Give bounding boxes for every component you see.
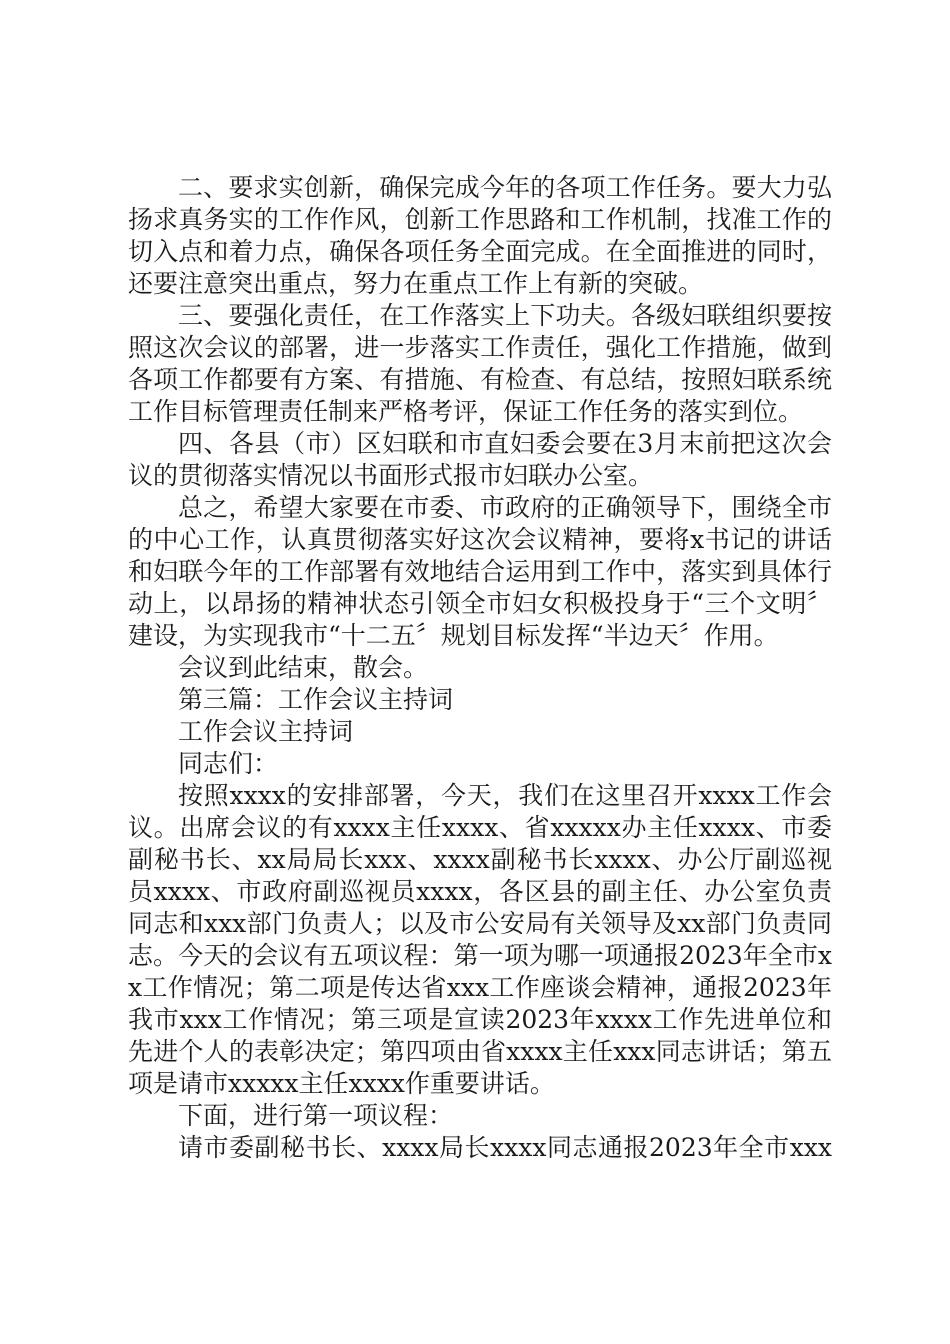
paragraph-conclusion: 总之，希望大家要在市委、市政府的正确领导下，围绕全市的中心工作，认真贯彻落实好这次会议精神，要将x书记的讲话和妇联今年的工作部署有效地结合运用到工作中，落实到具体行动上，以昂扬的精神状态引领全市妇女积极投身于“三个文明〞建设，为实现我市“十二五〞规划目标发挥“半边天〞作用。 [128,493,832,650]
paragraph-requirement-two: 二、要求实创新，确保完成今年的各项工作任务。要大力弘扬求真务实的工作作风，创新工作思路和工作机制，找准工作的切入点和着力点，确保各项任务全面完成。在全面推进的同时，还要注意突出重点，努力在重点工作上有新的突破。 [128,173,832,298]
document-title: 工作会议主持词 [178,717,354,746]
salutation: 同志们： [178,749,279,778]
paragraph-meeting-end: 会议到此结束，散会。 [178,653,429,682]
paragraph-first-item: 下面，进行第一项议程： [178,1101,454,1130]
paragraph-requirement-three: 三、要强化责任，在工作落实上下功夫。各级妇联组织要按照这次会议的部署，进一步落实工作责任，强化工作措施，做到各项工作都要有方案、有措施、有检查、有总结，按照妇联系统工作目标管理责任制来严格考评，保证工作任务的落实到位。 [128,301,832,426]
paragraph-report-request: 请市委副秘书长、xxxx局长xxxx同志通报2023年全市xxx [178,1133,832,1162]
paragraph-requirement-four: 四、各县（市）区妇联和市直妇委会要在3月末前把这次会议的贯彻落实情况以书面形式报市妇联办公室。 [128,429,832,490]
section-heading: 第三篇：工作会议主持词 [178,685,454,714]
paragraph-agenda-intro: 按照xxxx的安排部署，今天，我们在这里召开xxxx工作会议。出席会议的有xxxx主任xxxx、省xxxxx办主任xxxx、市委副秘书长、xx局局长xxx、xxxx副秘书长xxxx、办公厅副巡视员xxxx、市政府副巡视员xxxx，各区县的副主任、办公室负责同志和xxx部门负责人；以及市公安局有关领导及xx部门负责同志。今天的会议有五项议程：第一项为哪一项通报2023年全市xx工作情况；第二项是传达省xxx工作座谈会精神，通报2023年我市xxx工作情况；第三项是宣读2023年xxxx工作先进单位和先进个人的表彰决定；第四项由省xxxx主任xxx同志讲话；第五项是请市xxxxx主任xxxx作重要讲话。 [128,781,832,1098]
document-page [128,172,832,1164]
